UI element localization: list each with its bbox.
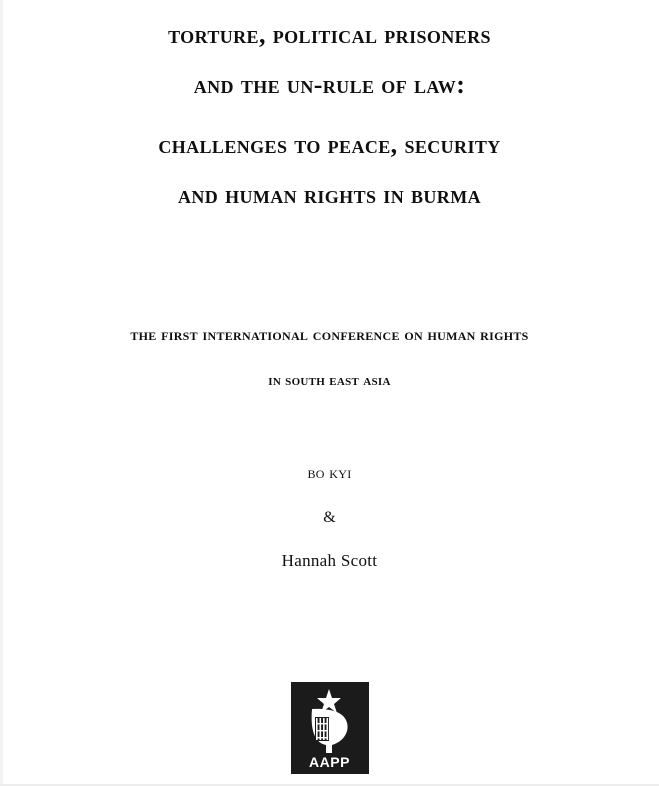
logo-text: AAPP xyxy=(309,754,350,770)
title-line-1: torture, political prisoners xyxy=(168,20,491,49)
author-name-2: Hannah Scott xyxy=(281,551,378,571)
authors-block xyxy=(0,463,659,571)
conference-line-2: in south east asia xyxy=(268,372,391,389)
authors-separator: & xyxy=(323,509,336,527)
author-name-1: bo kyi xyxy=(307,463,352,483)
conference-block xyxy=(0,326,659,389)
title-line-3: challenges to peace, security xyxy=(158,130,501,159)
scan-edge-left xyxy=(0,0,3,786)
conference-line-1: the first international conference on human rights xyxy=(130,325,529,344)
title-line-4: and human rights in burma xyxy=(177,180,481,209)
page-title xyxy=(0,0,659,208)
logo-container xyxy=(0,682,659,774)
aapp-logo xyxy=(291,682,369,774)
title-line-2: and the un-rule of law: xyxy=(193,70,466,99)
